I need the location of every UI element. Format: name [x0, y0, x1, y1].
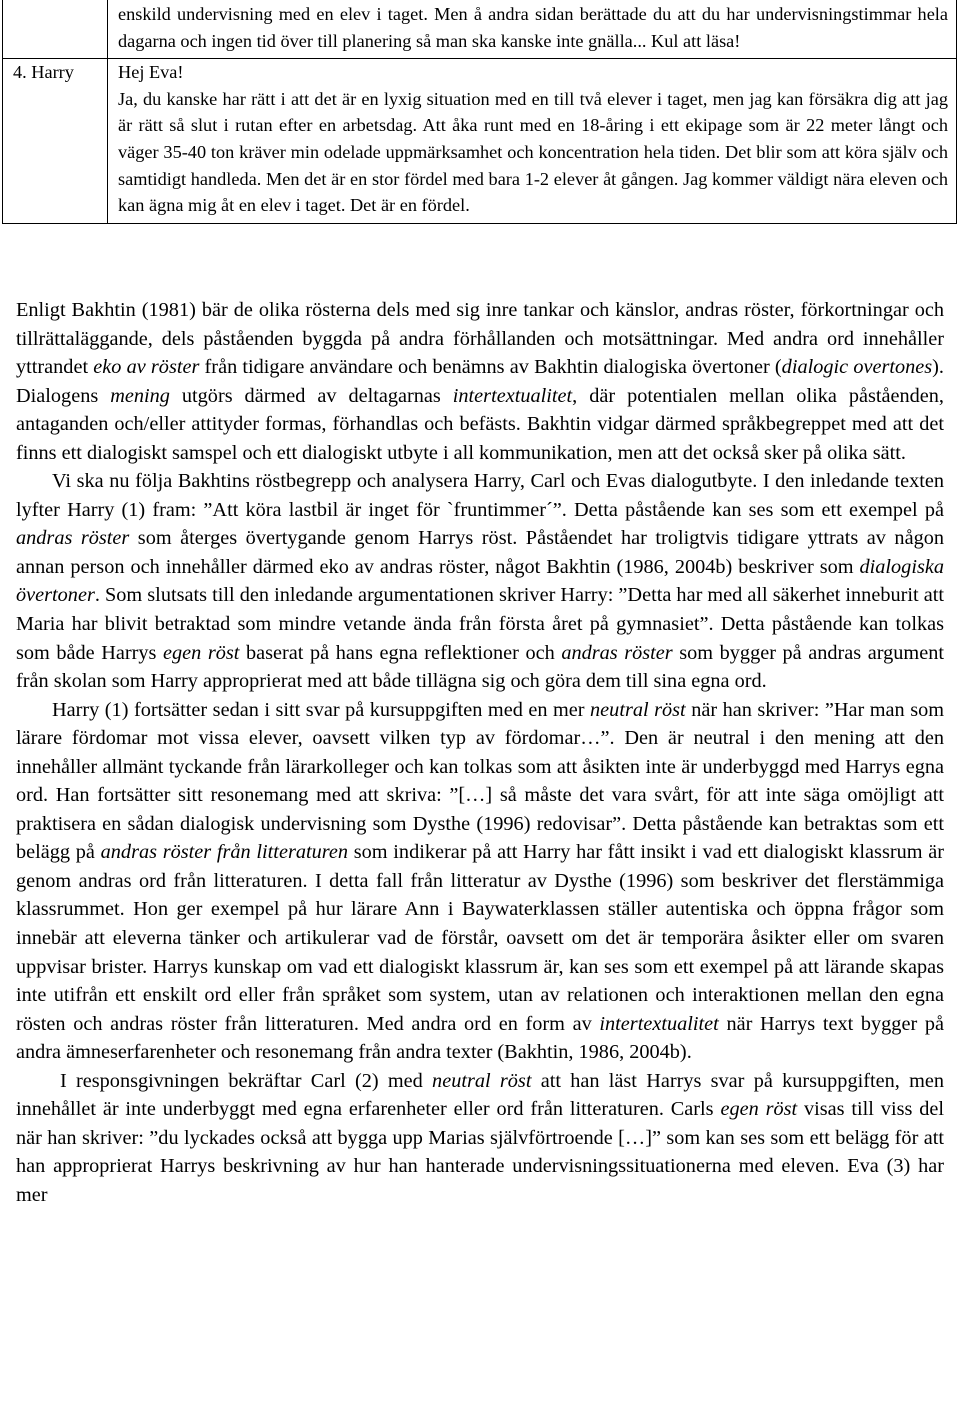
text-span: I responsgivningen bekräftar Carl (2) med — [60, 1069, 433, 1092]
text-span: ). Dialogens — [16, 356, 944, 407]
emphasis: egen röst — [163, 641, 240, 664]
message-text: Ja, du kanske har rätt i att det är en lyxig situation med en till två elever i taget, men jag kan försäkra dig att jag är rätt så slut i rutan efter en arbetsdag. Att åka runt med en 18-åring i ett ekipage som är 22 meter långt och väger 35-40 ton kräver min odelade uppmärksamhet och koncentration hela tiden. Det blir som att köra själv och samtidigt handleda. Men det är en stor fördel med bara 1-2 elever åt gången. Jag kommer väldigt nära eleven och kan ägna mig åt en elev i taget. Det är en fördel. — [118, 88, 948, 216]
text-span: Harry (1) fortsätter sedan i sitt svar på kursuppgiften med en mer — [52, 698, 591, 721]
dialogue-table — [2, 0, 957, 224]
text-span: att han läst Harrys svar på kursuppgiften, men innehållet är inte underbyggt med egna erfarenheter eller ord från litteraturen. Carls — [16, 1069, 944, 1121]
speaker-cell — [3, 0, 108, 59]
text-span: när Harrys text bygger på andra ämneserfarenheter och resonemang från andra texter (Bakhtin, 1986, 2004b). — [16, 1012, 944, 1064]
paragraph — [16, 1067, 944, 1210]
message-cell — [108, 0, 957, 59]
text-span: , där potentialen mellan olika påståenden, antaganden och/eller attityder formas, förhandlas och befästs. Bakhtin vidgar därmed språkbegreppet med att det finns ett dialogiskt samspel och ett dialogiskt utbyte i all kommunikation, men att det också sker på olika sätt. — [16, 384, 944, 464]
message-greeting: Hej Eva! — [118, 62, 184, 83]
message-text: enskild undervisning med en elev i taget. Men å andra sidan berättade du att du har undervisningstimmar hela dagarna och ingen tid över till planering så man ska kanske inte gnälla... Kul att läsa! — [118, 4, 948, 51]
paragraph — [16, 467, 944, 695]
table-row — [3, 59, 957, 224]
text-span: utgörs därmed av deltagarnas — [169, 384, 453, 407]
text-span: som återges övertygande genom Harrys röst. Påståendet har troligtvis tidigare yttrats av någon annan person och innehåller därmed eko av andras röster, något Bakhtin (1986, 2004b) beskriver som — [16, 527, 944, 578]
text-span: baserat på hans egna reflektioner och — [239, 641, 562, 664]
emphasis: egen röst — [720, 1098, 798, 1121]
emphasis: dialogic overtones — [781, 356, 933, 379]
paragraph — [16, 696, 944, 1067]
text-span: . Som slutsats till den inledande argumentationen skriver Harry: ”Detta har med all säkerhet inneburit att Maria har blivit betraktad som mindre vetande ända från första året på gymnasiet”. Detta påstående kan tolkas som både Harrys — [16, 584, 944, 664]
message-cell — [108, 59, 957, 224]
speaker-cell: 4. Harry — [3, 59, 108, 224]
emphasis: eko av röster — [93, 356, 200, 379]
emphasis: andras röster — [16, 527, 130, 550]
text-span: som indikerar på att Harry har fått insikt i vad ett dialogiskt klassrum är genom andras ord från litteraturen. I detta fall från litteratur av Dysthe (1996) som beskriver det flerstämmiga klassrummet. Hon ger exempel på hur lärare Ann i Baywaterklassen ställer autentiska och öppna frågor som innebär att eleverna tänker och artikulerar vad de förstår, oavsett om det är temporära åsikter eller om svaren uppvisar brister. Harrys kunskap om vad ett dialogiskt klassrum är, kan ses som ett exempel på att lärande skapas inte utifrån ett enskilt ord eller från språket som system, utan av relationen och interaktionen mellan den egna rösten och andras röster från litteraturen. Med andra ord en form av — [16, 841, 944, 1035]
body-text — [16, 296, 944, 1210]
emphasis: intertextualitet — [599, 1012, 719, 1035]
emphasis: dialogiska övertoner — [16, 555, 944, 607]
emphasis: neutral röst — [590, 698, 686, 721]
text-span: när han skriver: ”Har man som lärare fördomar mot vissa elever, oavsett vilken typ av fördomar…”. Den är neutral i den mening att den innehåller allmänt tyckande från lärarkolleger och kan tolkas som att åsikten inte är underbyggd med Harrys egna ord. Han fortsätter sitt resonemang med att skriva: ”[…] så måste det vara svårt, för att inte säga omöjligt att praktisera en sådan dialogisk undervisning som Dysthe (1996) redovisar”. Detta påstående kan betraktas som ett belägg på — [16, 698, 944, 864]
text-span: Enligt Bakhtin (1981) bär de olika rösterna dels med sig inre tankar och känslor, andras röster, förkortningar och tillrättaläggande, dels påståenden byggda på andra förhållanden och motsättningar. Med andra ord innehåller yttrandet — [16, 299, 944, 379]
text-span: från tidigare användare och benämns av Bakhtin dialogiska övertoner ( — [199, 356, 782, 379]
table-row — [3, 0, 957, 59]
emphasis: andras röster — [561, 641, 673, 664]
text-span: Vi ska nu följa Bakhtins röstbegrepp och analysera Harry, Carl och Evas dialogutbyte. I den inledande texten lyfter Harry (1) fram: ”Att köra lastbil är inget för `fruntimmer´”. Detta påstående kan ses som ett exempel på — [16, 470, 944, 521]
emphasis: andras röster från litteraturen — [100, 841, 349, 864]
emphasis: neutral röst — [432, 1069, 532, 1092]
text-span: som bygger på andras argument från skolan som Harry approprierat med att både tillägna sig och göra dem till sina egna ord. — [16, 641, 944, 693]
paragraph — [16, 296, 944, 467]
text-span: visas till viss del när han skriver: ”du lyckades också att bygga upp Marias självförtroende […]” som kan ses som ett belägg för att han approprierat Harrys beskrivning av hur han hanterade undervisningssituationerna med eleven. Eva (3) har mer — [16, 1098, 944, 1206]
emphasis: mening — [110, 384, 170, 407]
emphasis: intertextualitet — [452, 384, 573, 407]
